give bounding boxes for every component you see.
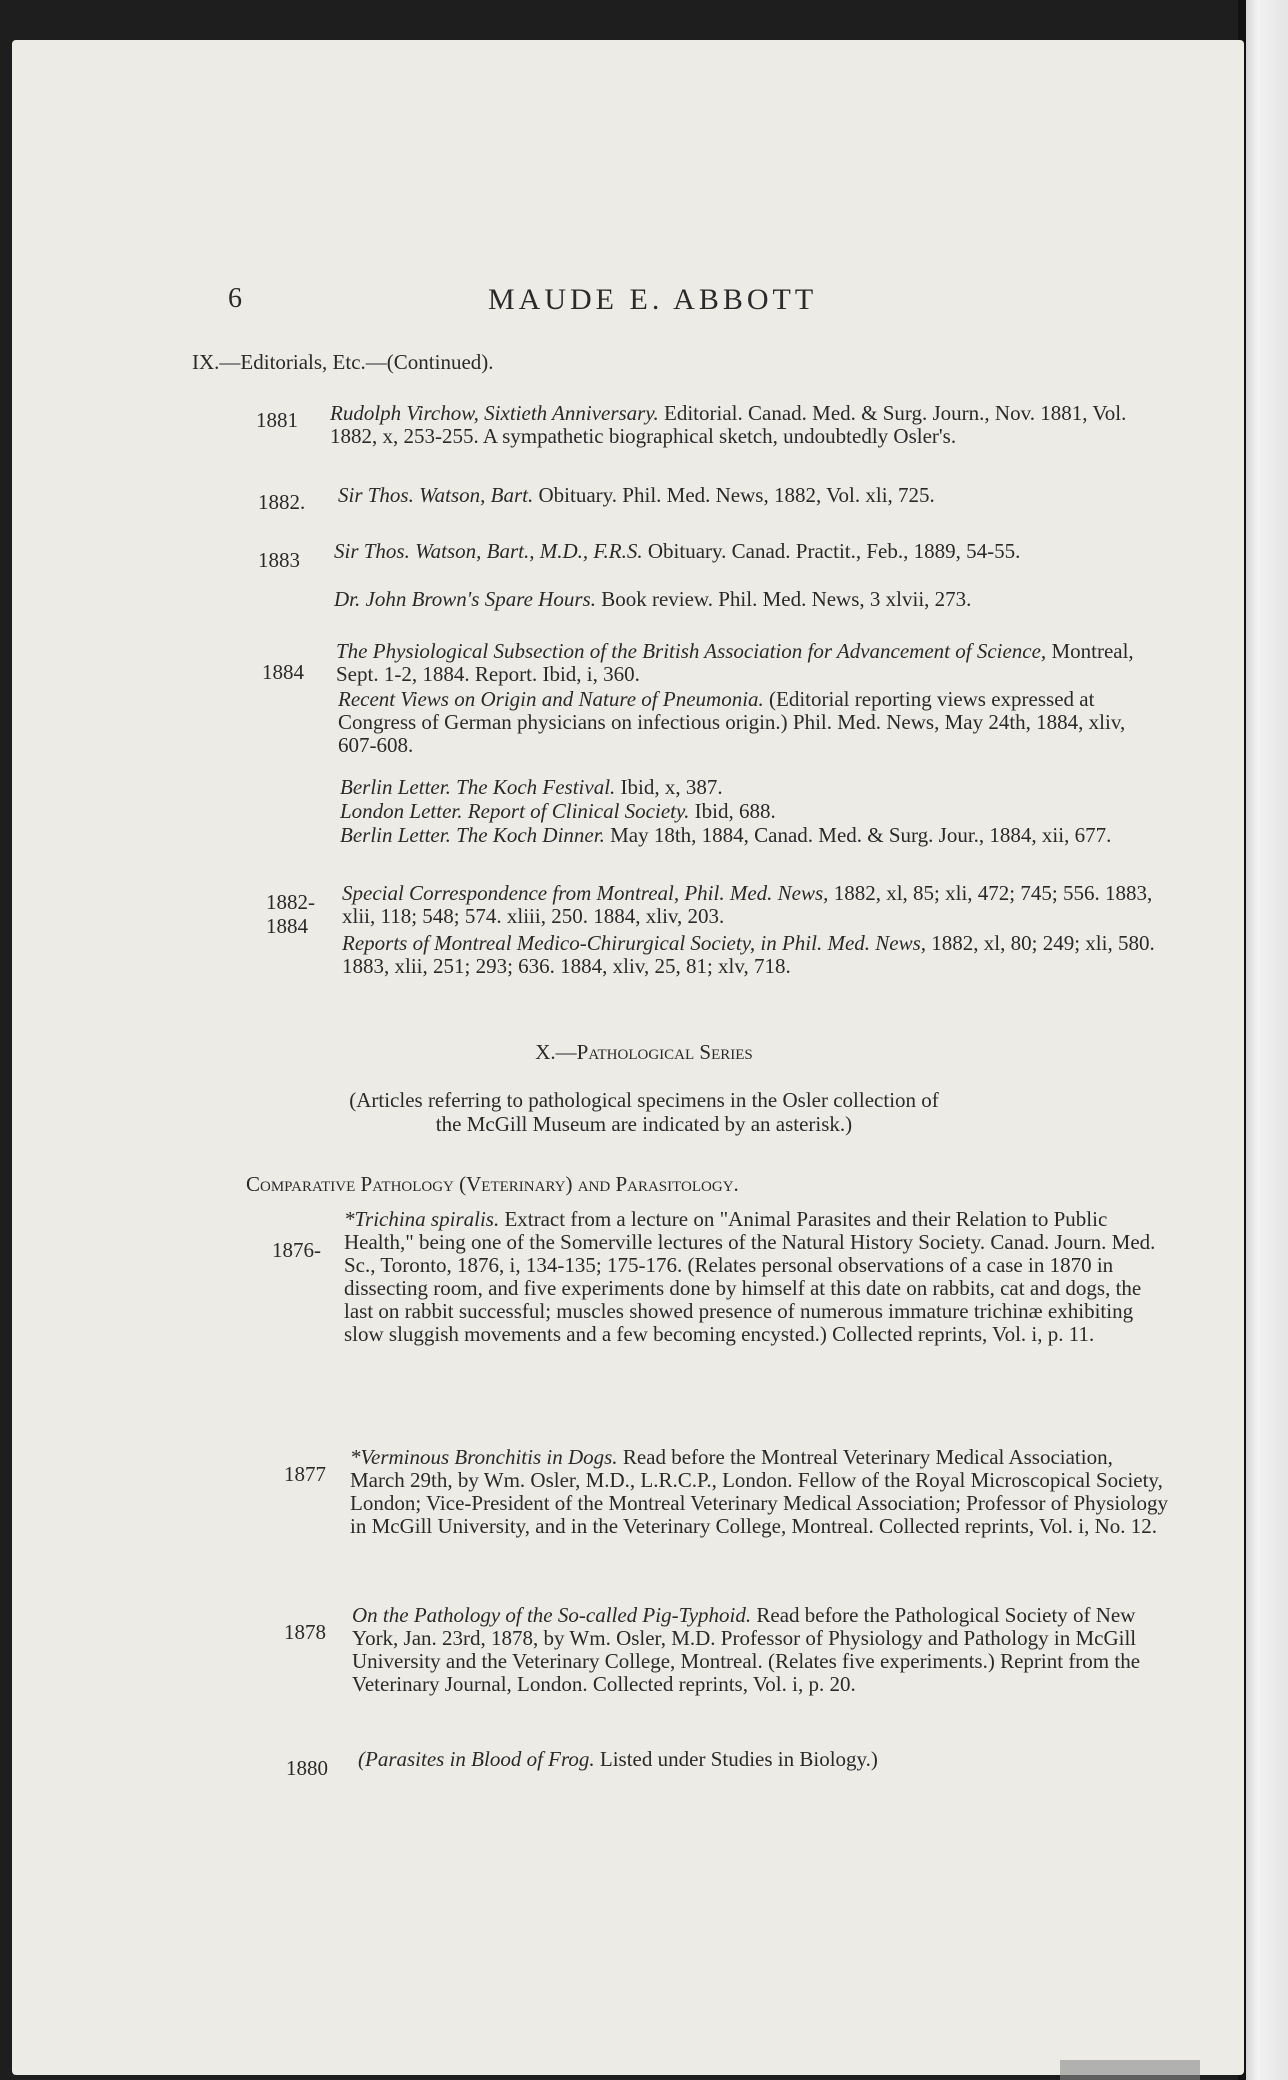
entry-text: Sir Thos. Watson, Bart., M.D., F.R.S. Obituary. Canad. Practit., Feb., 1889, 54-55. [334, 539, 1021, 563]
entry-year: 1882- 1884 [266, 890, 315, 938]
running-title: MAUDE E. ABBOTT [488, 283, 818, 316]
section-note: (Articles referring to pathological specimens in the Osler collection of the McGill Museum are indicated by an asterisk.) [349, 1088, 939, 1136]
entry-year: 1880 [286, 1756, 328, 1780]
entry-text: (Parasites in Blood of Frog. Listed under Studies in Biology.) [358, 1747, 878, 1771]
entry-year: 1876- [272, 1238, 321, 1262]
entry-text: The Physiological Subsection of the British Association for Advancement of Science, Montreal, Sept. 1-2, 1884. Report. Ibid, i, 360. [336, 639, 1134, 686]
entry-text: *Verminous Bronchitis in Dogs. Read before the Montreal Veterinary Medical Association, March 29th, by Wm. Osler, M.D., L.R.C.P., London. Fellow of the Royal Microscopical Society, London; Vice-President of the Montreal Veterinary Medical Association; Professor of Physiology in McGill University, and in the Veterinary College, Montreal. Collected reprints, Vol. i, No. 12. [350, 1445, 1168, 1538]
section-heading-x: X.—Pathological Series [535, 1040, 753, 1064]
scan-artifact [1060, 2060, 1200, 2080]
entry-text: *Trichina spiralis. Extract from a lecture on "Animal Parasites and their Relation to Public Health," being one of the Somerville lectures of the Natural History Society. Canad. Journ. Med. Sc., Toronto, 1876, i, 134-135; 175-176. (Relates personal observations of a case in 1870 in dissecting room, and five experiments done by himself at this date on rabbits, cat and dogs, the last on rabbit successful; muscles showed presence of numerous immature trichinæ exhibiting slow sluggish movements and a few becoming encysted.) Collected reprints, Vol. i, p. 11. [344, 1207, 1156, 1346]
entry-text: Reports of Montreal Medico-Chirurgical Society, in Phil. Med. News, 1882, xl, 80; 249; xli, 580. 1883, xlii, 251; 293; 636. 1884, xliv, 25, 81; xlv, 718. [342, 931, 1155, 978]
entry-text: Rudolph Virchow, Sixtieth Anniversary. Editorial. Canad. Med. & Surg. Journ., Nov. 1881, Vol. 1882, x, 253-255. A sympathetic biographical sketch, undoubtedly Osler's. [330, 401, 1127, 448]
entry-year: 1877 [284, 1462, 326, 1486]
entry-text: On the Pathology of the So-called Pig-Typhoid. Read before the Pathological Society of New York, Jan. 23rd, 1878, by Wm. Osler, M.D. Professor of Physiology and Pathology in McGill University and the Veterinary College, Montreal. (Relates five experiments.) Reprint from the Veterinary Journal, London. Collected reprints, Vol. i, p. 20. [352, 1603, 1141, 1696]
entry-year: 1884 [262, 660, 304, 684]
entry-text: Sir Thos. Watson, Bart. Obituary. Phil. Med. News, 1882, Vol. xli, 725. [338, 483, 935, 507]
entry-text: Recent Views on Origin and Nature of Pneumonia. (Editorial reporting views expressed at Congress of German physicians on infectious origin.) Phil. Med. News, May 24th, 1884, xliv, 607-608. [338, 687, 1126, 757]
page-number: 6 [228, 283, 242, 314]
entry-year: 1882. [258, 490, 306, 514]
entry-text: Dr. John Brown's Spare Hours. Book review. Phil. Med. News, 3 xlvii, 273. [334, 587, 972, 611]
entry-text: Special Correspondence from Montreal, Phil. Med. News, 1882, xl, 85; xli, 472; 745; 556. 1883, xlii, 118; 548; 574. xliii, 250. 1884, xliv, 203. [342, 881, 1153, 928]
entry-year: 1883 [258, 548, 300, 572]
entry-year: 1881 [256, 408, 298, 432]
entry-text: London Letter. Report of Clinical Society. Ibid, 688. [340, 799, 776, 823]
entry-year: 1878 [284, 1620, 326, 1644]
section-heading-ix: IX.—Editorials, Etc.—(Continued). [192, 350, 494, 374]
section-subheading: Comparative Pathology (Veterinary) and Parasitology. [246, 1172, 739, 1196]
running-header [0, 283, 1288, 323]
entry-text: Berlin Letter. The Koch Dinner. May 18th, 1884, Canad. Med. & Surg. Jour., 1884, xii, 677. [340, 823, 1112, 847]
entry-text: Berlin Letter. The Koch Festival. Ibid, x, 387. [340, 775, 723, 799]
